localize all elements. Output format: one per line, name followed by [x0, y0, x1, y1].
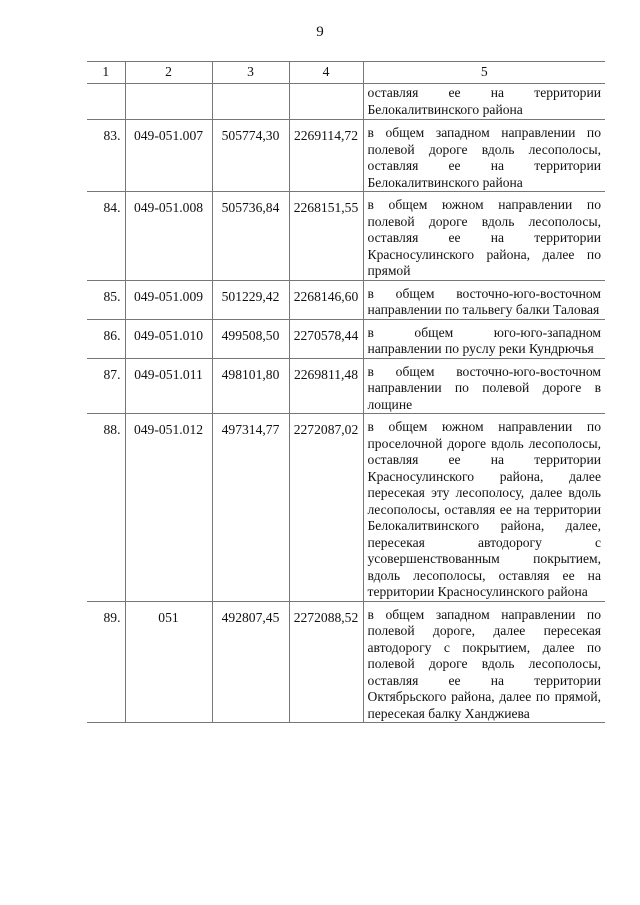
point-number: 83.	[87, 120, 125, 192]
table-row	[87, 120, 605, 192]
table-cell	[87, 84, 125, 120]
boundary-points-table	[87, 61, 605, 723]
route-description: в общем восточно-юго-восточном направлении по тальвегу балки Таловая	[363, 280, 605, 319]
column-header: 1	[87, 62, 125, 84]
point-code: 049-051.008	[125, 192, 212, 281]
page-number: 9	[316, 24, 324, 40]
table-cell	[212, 84, 289, 120]
point-code: 049-051.010	[125, 319, 212, 358]
coordinate-y: 2268146,60	[289, 280, 363, 319]
route-description: в общем южном направлении по проселочной дороге вдоль лесополосы, оставляя ее на территории Красносулинского района, далее пересекая эту лесополосу, далее вдоль лесополосы, оставляя ее на территории Белокалитвинского района, далее, пересекая автодорогу с усовершенствованным покрытием, вдоль лесополосы, оставляя ее на территории Красносулинского района	[363, 414, 605, 602]
coordinate-y: 2272087,02	[289, 414, 363, 602]
coordinate-x: 501229,42	[212, 280, 289, 319]
table-cell	[289, 84, 363, 120]
route-description: в общем южном направлении по полевой дороге вдоль лесополосы, оставляя ее на территории Красносулинского района, далее по прямой	[363, 192, 605, 281]
point-number: 84.	[87, 192, 125, 281]
coordinate-y: 2269811,48	[289, 358, 363, 414]
coordinate-y: 2269114,72	[289, 120, 363, 192]
coordinate-x: 505736,84	[212, 192, 289, 281]
coordinate-y: 2270578,44	[289, 319, 363, 358]
point-number: 86.	[87, 319, 125, 358]
column-header: 5	[363, 62, 605, 84]
table-row	[87, 319, 605, 358]
point-code: 049-051.012	[125, 414, 212, 602]
table-row-continuation	[87, 84, 605, 120]
route-description: в общем юго-юго-западном направлении по руслу реки Кундрючья	[363, 319, 605, 358]
point-code: 049-051.011	[125, 358, 212, 414]
route-description: оставляя ее на территории Белокалитвинского района	[363, 84, 605, 120]
route-description: в общем западном направлении по полевой дороге, далее пересекая автодорогу с покрытием, далее по полевой дороге вдоль лесополосы, оставляя ее на территории Октябрьского района, далее по прямой, пересекая балку Ханджиева	[363, 601, 605, 723]
column-header: 3	[212, 62, 289, 84]
coordinate-x: 492807,45	[212, 601, 289, 723]
point-number: 85.	[87, 280, 125, 319]
column-header: 4	[289, 62, 363, 84]
point-code: 049-051.007	[125, 120, 212, 192]
column-header: 2	[125, 62, 212, 84]
coordinate-x: 505774,30	[212, 120, 289, 192]
coordinate-x: 499508,50	[212, 319, 289, 358]
table-row	[87, 414, 605, 602]
point-number: 88.	[87, 414, 125, 602]
table-row	[87, 280, 605, 319]
table-row	[87, 601, 605, 723]
point-code: 049-051.009	[125, 280, 212, 319]
coordinate-y: 2268151,55	[289, 192, 363, 281]
table-row	[87, 192, 605, 281]
table-cell	[125, 84, 212, 120]
route-description: в общем восточно-юго-восточном направлении по полевой дороге в лощине	[363, 358, 605, 414]
route-description: в общем западном направлении по полевой дороге вдоль лесополосы, оставляя ее на территории Белокалитвинского района	[363, 120, 605, 192]
table-header-row	[87, 62, 605, 84]
coordinate-x: 498101,80	[212, 358, 289, 414]
coordinate-x: 497314,77	[212, 414, 289, 602]
point-number: 89.	[87, 601, 125, 723]
coordinate-y: 2272088,52	[289, 601, 363, 723]
point-code: 051	[125, 601, 212, 723]
point-number: 87.	[87, 358, 125, 414]
table-row	[87, 358, 605, 414]
